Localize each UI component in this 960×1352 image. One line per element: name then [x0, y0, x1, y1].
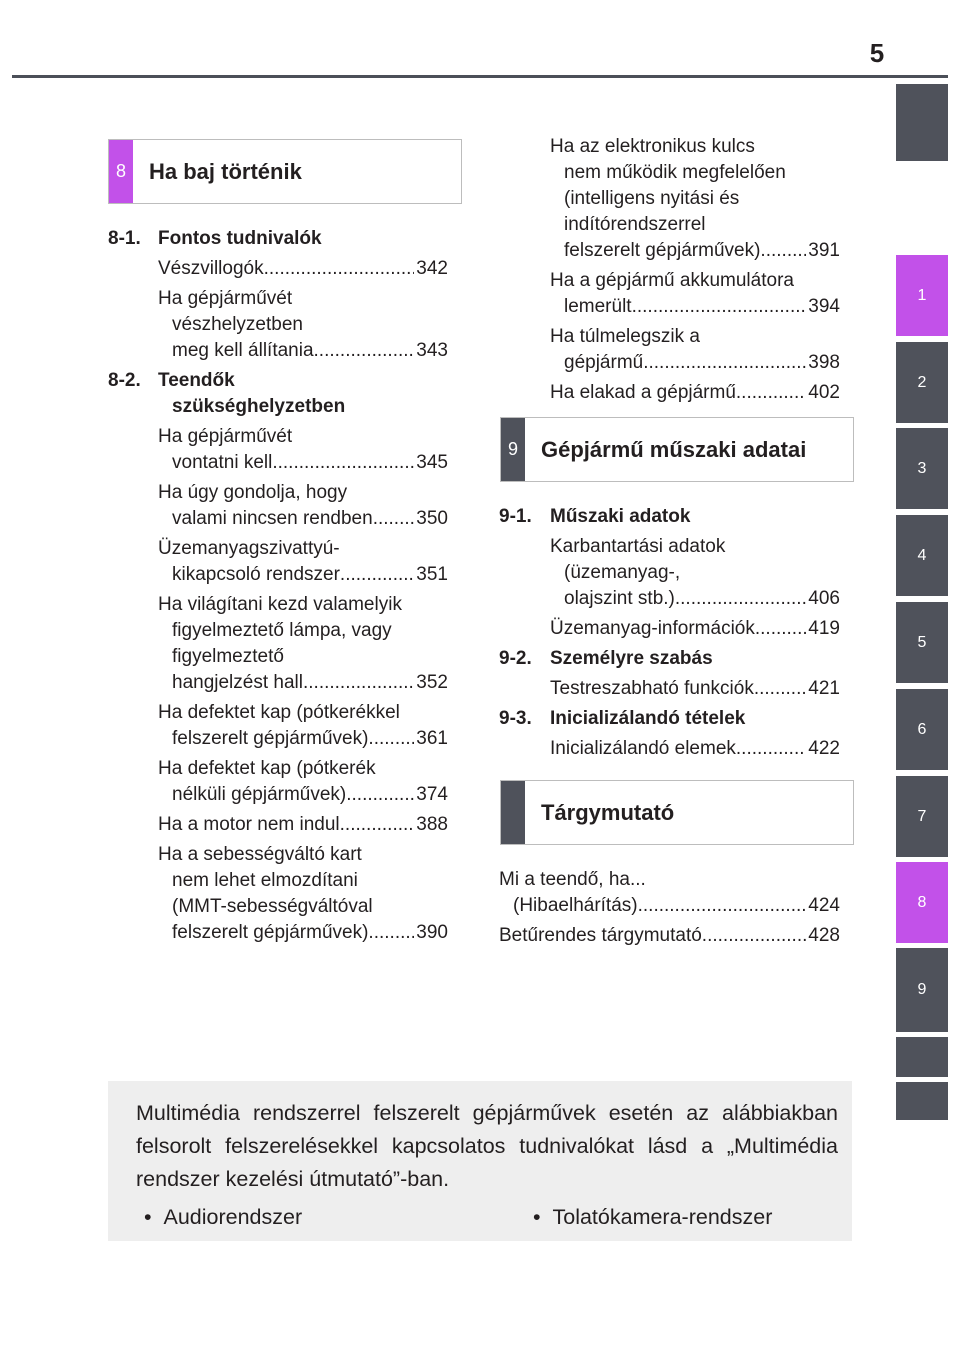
header-rule [12, 75, 948, 78]
toc-group-number: 9-2. [499, 648, 532, 669]
toc-entry-text: Betűrendes tárgymutató [499, 925, 702, 946]
toc-entry-last-line [550, 350, 840, 376]
dot-leader [340, 812, 415, 838]
dot-leader [736, 380, 806, 406]
toc-entry-last-line [550, 238, 840, 264]
toc-entry-line: (MMT-sebességváltóval [172, 896, 373, 917]
toc-entry[interactable] [550, 616, 840, 642]
toc-entry[interactable] [158, 286, 448, 364]
toc-group-number: 8-1. [108, 228, 141, 249]
toc-entry-line: figyelmeztető lámpa, vagy [172, 620, 392, 641]
note-text: Multimédia rendszerrel felszerelt gépjárművek esetén az alábbiakban felsorolt felszerelésekkel kapcsolatos tudnivalókat lásd a „Multimédia rendszer kezelési útmutató”-ban. [136, 1101, 838, 1191]
toc-entry-line: (intelligens nyitási és [564, 188, 740, 209]
toc-page-number: 402 [808, 382, 840, 403]
toc-entry[interactable] [158, 256, 448, 282]
toc-entry-last-line [499, 923, 840, 949]
toc-entry-last-line [550, 294, 840, 320]
toc-page-number: 424 [808, 895, 840, 916]
toc-group-title: Személyre szabás [550, 648, 713, 669]
dot-leader [368, 920, 414, 946]
toc-entry-text: felszerelt gépjárművek) [172, 728, 369, 749]
toc-entry[interactable] [499, 867, 840, 919]
toc-entry-line: Ha gépjárművét [158, 288, 293, 309]
toc-page-number: 350 [416, 508, 448, 529]
dot-leader [373, 506, 415, 532]
index-title: Tárgymutató [541, 799, 675, 825]
toc-entry-text: felszerelt gépjárművek) [564, 240, 761, 261]
dot-leader [760, 238, 806, 264]
toc-entry-line: Mi a teendő, ha... [499, 869, 646, 890]
section-8-number: 8 [109, 140, 133, 203]
chapter-tab-6[interactable] [896, 689, 948, 770]
index-toc [499, 867, 840, 949]
dot-leader [643, 350, 806, 376]
toc-entry-last-line [158, 782, 448, 808]
multimedia-note [108, 1081, 852, 1241]
toc-group-title: Műszaki adatok [550, 506, 691, 527]
dot-leader [340, 562, 414, 588]
right-toc-continuation [550, 134, 840, 406]
toc-entry-last-line [550, 380, 840, 406]
dot-leader [755, 616, 806, 642]
toc-page-number: 361 [416, 728, 448, 749]
chapter-tab-blank[interactable] [896, 1037, 948, 1077]
toc-group-title: Fontos tudnivalók [158, 228, 322, 249]
toc-page-number: 342 [416, 258, 448, 279]
toc-group-heading[interactable] [499, 646, 840, 672]
toc-entry-line: Ha az elektronikus kulcs [550, 136, 755, 157]
index-header [500, 780, 854, 845]
toc-page-number: 398 [808, 352, 840, 373]
toc-entry-line: nem működik megfelelően [564, 162, 786, 183]
dot-leader [754, 676, 806, 702]
toc-entry-text: (Hibaelhárítás) [513, 895, 638, 916]
toc-entry[interactable] [158, 424, 448, 476]
toc-page-number: 345 [416, 452, 448, 473]
toc-page-number: 428 [808, 925, 840, 946]
dot-leader [702, 923, 807, 949]
toc-entry-line: (üzemanyag-, [564, 562, 681, 583]
toc-entry-text: Ha elakad a gépjármű [550, 382, 736, 403]
toc-entry-text: lemerült [564, 296, 632, 317]
left-toc-column [108, 226, 448, 946]
toc-entry-line: Ha a gépjármű akkumulátora [550, 270, 794, 291]
toc-entry-text: meg kell állítania [172, 340, 314, 361]
toc-entry[interactable] [158, 756, 448, 808]
dot-leader [272, 450, 414, 476]
dot-leader [303, 670, 414, 696]
toc-entry-line: Ha világítani kezd valamelyik [158, 594, 402, 615]
toc-page-number: 388 [416, 814, 448, 835]
toc-entry-line: indítórendszerrel [564, 214, 706, 235]
toc-entry-last-line [550, 586, 840, 612]
toc-entry-line: vészhelyzetben [172, 314, 303, 335]
toc-entry-text: Ha a motor nem indul [158, 814, 340, 835]
toc-group-title: Inicializálandó tételek [550, 708, 746, 729]
toc-page-number: 394 [808, 296, 840, 317]
toc-entry[interactable] [550, 134, 840, 264]
chapter-tab-label: 3 [917, 459, 927, 477]
index-number [501, 781, 525, 844]
toc-entry-text: felszerelt gépjárművek) [172, 922, 369, 943]
toc-entry-line: Ha a sebességváltó kart [158, 844, 362, 865]
toc-entry-last-line [158, 726, 448, 752]
toc-entry-last-line [550, 616, 840, 642]
note-bullet-label: Audiorendszer [163, 1205, 303, 1229]
chapter-tab-label: 6 [917, 720, 927, 738]
toc-entry-text: nélküli gépjárművek) [172, 784, 347, 805]
toc-entry-line: Ha defektet kap (pótkerékkel [158, 702, 400, 723]
chapter-tab-label: 7 [917, 807, 927, 825]
toc-entry-last-line [158, 256, 448, 282]
chapter-tab-blank[interactable] [896, 84, 948, 161]
toc-entry-last-line [158, 562, 448, 588]
dot-leader [368, 726, 414, 752]
note-bullet-camera: • Tolatókamera-rendszer [533, 1205, 773, 1229]
toc-entry-last-line [158, 920, 448, 946]
toc-entry-text: Vészvillogók [158, 258, 264, 279]
toc-entry-line: nem lehet elmozdítani [172, 870, 358, 891]
toc-group-heading[interactable] [499, 706, 840, 732]
toc-entry-line: Ha túlmelegszik a [550, 326, 700, 347]
chapter-tab-label: 4 [917, 546, 927, 564]
toc-entry-line: Karbantartási adatok [550, 536, 726, 557]
chapter-tab-blank[interactable] [896, 1082, 948, 1120]
toc-entry[interactable] [158, 700, 448, 752]
toc-entry-line: Ha defektet kap (pótkerék [158, 758, 376, 779]
section-9-header [500, 417, 854, 482]
chapter-tab-8[interactable] [896, 862, 948, 943]
chapter-tab-label: 5 [917, 633, 927, 651]
dot-leader [346, 782, 414, 808]
toc-entry-text: gépjármű [564, 352, 644, 373]
toc-entry[interactable] [158, 592, 448, 696]
chapter-tab-2[interactable] [896, 342, 948, 423]
toc-entry-last-line [158, 812, 448, 838]
toc-page-number: 422 [808, 738, 840, 759]
chapter-tab-label: 2 [917, 373, 927, 391]
chapter-tab-5[interactable] [896, 602, 948, 683]
toc-entry-line: Ha gépjárművét [158, 426, 293, 447]
chapter-tab-label: 1 [917, 286, 927, 304]
section-9-toc [499, 504, 840, 762]
toc-entry-text: Inicializálandó elemek [550, 738, 736, 759]
toc-entry[interactable] [158, 842, 448, 946]
section-9-number: 9 [501, 418, 525, 481]
section-8-title: Ha baj történik [149, 158, 302, 184]
toc-entry-last-line [499, 893, 840, 919]
toc-entry[interactable] [550, 676, 840, 702]
toc-entry[interactable] [550, 324, 840, 376]
toc-entry-last-line [550, 676, 840, 702]
dot-leader [264, 256, 415, 282]
toc-entry-line: Üzemanyagszivattyú- [158, 538, 340, 559]
page-number: 5 [869, 38, 885, 68]
note-bullet-label: Tolatókamera-rendszer [552, 1205, 773, 1229]
toc-entry-line: figyelmeztető [172, 646, 284, 667]
toc-entry[interactable] [550, 736, 840, 762]
toc-page-number: 390 [416, 922, 448, 943]
toc-entry-last-line [158, 338, 448, 364]
toc-entry-last-line [158, 506, 448, 532]
toc-entry-line: Ha úgy gondolja, hogy [158, 482, 348, 503]
toc-page-number: 421 [808, 678, 840, 699]
chapter-tab-4[interactable] [896, 515, 948, 596]
toc-group-number: 9-1. [499, 506, 532, 527]
toc-group-heading[interactable] [108, 226, 448, 252]
chapter-tab-label: 9 [917, 981, 927, 998]
toc-page-number: 343 [416, 340, 448, 361]
toc-page-number: 419 [808, 618, 840, 639]
toc-entry[interactable] [550, 380, 840, 406]
toc-entry-text: olajszint stb.) [564, 588, 675, 609]
toc-entry-text: Testreszabható funkciók [550, 678, 754, 699]
dot-leader [675, 586, 806, 612]
toc-entry[interactable] [158, 480, 448, 532]
toc-entry-text: vontatni kell [172, 452, 273, 473]
toc-page-number: 406 [808, 588, 840, 609]
toc-entry-text: valami nincsen rendben [172, 508, 373, 529]
chapter-tab-label: 8 [917, 893, 927, 911]
toc-group-title: Teendők [158, 370, 235, 391]
toc-entry[interactable] [550, 534, 840, 612]
toc-entry[interactable] [499, 923, 840, 949]
toc-entry-last-line [550, 736, 840, 762]
toc-page-number: 391 [808, 240, 840, 261]
toc-group-number: 8-2. [108, 370, 141, 391]
toc-group-heading[interactable] [108, 368, 448, 420]
toc-group-number: 9-3. [499, 708, 532, 729]
toc-entry-text: hangjelzést hall [172, 672, 303, 693]
dot-leader [632, 294, 807, 320]
chapter-tab-1[interactable] [896, 255, 948, 336]
toc-page-number: 351 [416, 564, 448, 585]
toc-entry-last-line [158, 670, 448, 696]
dot-leader [638, 893, 807, 919]
note-bullet-audio: • Audiorendszer [144, 1205, 303, 1229]
toc-entry-text: kikapcsoló rendszer [172, 564, 340, 585]
chapter-tab-9[interactable] [896, 948, 948, 1032]
section-8-header [108, 139, 462, 204]
toc-page-number: 352 [416, 672, 448, 693]
toc-entry[interactable] [158, 812, 448, 838]
chapter-tab-7[interactable] [896, 776, 948, 857]
section-9-title: Gépjármű műszaki adatai [541, 436, 807, 462]
dot-leader [314, 338, 415, 364]
dot-leader [736, 736, 806, 762]
toc-entry[interactable] [550, 268, 840, 320]
toc-group-title: szükséghelyzetben [172, 396, 346, 417]
toc-page-number: 374 [416, 784, 448, 805]
chapter-tab-3[interactable] [896, 428, 948, 509]
toc-entry[interactable] [158, 536, 448, 588]
toc-entry-text: Üzemanyag-információk [550, 618, 755, 639]
toc-entry-last-line [158, 450, 448, 476]
toc-group-heading[interactable] [499, 504, 840, 530]
